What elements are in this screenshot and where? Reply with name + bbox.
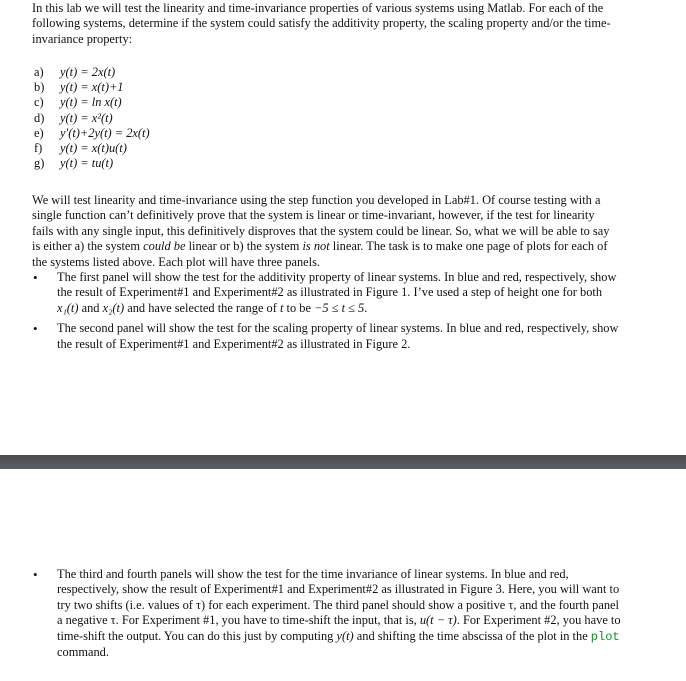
systems-list [34, 65, 334, 171]
bullet-list-1 [32, 270, 622, 352]
intro-paragraph: In this lab we will test the linearity and time-invariance properties of various systems using Matlab. For each of the following systems, determine if the system could satisfy the additivity property, the scaling property and/or the time-invariance property: [32, 1, 611, 46]
system-item: g) y(t) = tu(t) [34, 156, 114, 171]
system-item: a) y(t) = 2x(t) [34, 65, 116, 79]
bullet-item-additivity: • The first panel will show the test for the additivity property of linear systems. In blue and red, respectively, show the result of Experiment#1 and Experiment#2 as illustrated in Figure 1. I’ve used a step of height one for both x₁(t) and x₂(t) and have selected the range of t to be −5 ≤ t ≤ 5. [33, 270, 617, 315]
bullet-item-scaling: • The second panel will show the test for the scaling property of linear systems. In blue and red, respectively, show the result of Experiment#1 and Experiment#2 as illustrated in Figure 2. [33, 321, 619, 351]
page-break-divider [0, 455, 686, 469]
bullet-list-2 [32, 567, 622, 660]
bullet-icon: • [33, 321, 38, 337]
bullet-icon: • [33, 270, 38, 285]
bullet-icon: • [33, 567, 38, 582]
system-item: d) y(t) = x²(t) [34, 110, 113, 125]
system-item: e) y′(t)+2y(t) = 2x(t) [34, 125, 150, 140]
system-item: c) y(t) = ln x(t) [34, 95, 122, 110]
system-item: b) y(t) = x(t)+1 [34, 80, 124, 95]
document-page-2 [0, 469, 686, 681]
system-item: f) y(t) = x(t)u(t) [34, 140, 127, 155]
code-plot: plot [590, 629, 620, 644]
bullet-item-time-invariance: • The third and fourth panels will show the test for the time invariance of linear systems. In blue and red, respectively, show the result of Experiment#1 and Experiment#2 as illustrated in Figure 3. Here, you will want to try two shifts (i.e. values of τ) for each experiment. The third panel should show a positive τ, and the fourth panel a negative τ. For Experiment #1, you have to time-shift the input, that is, u(t − τ). For Experiment #2, you have to time-shift the output. You can do this just by computing y(t) and shifting the time abscissa of the plot in the plot command. [33, 567, 621, 660]
linearity-paragraph: We will test linearity and time-invariance using the step function you developed in Lab#1. Of course testing with a single function can’t definitively prove that the system is linear or time-invariant, however, if the test for linearity fails with any single input, this definitively disproves that the system could be linear. So, what we will be able to say is either a) the system could be linear or b) the system is not linear. The task is to make one page of plots for each of the systems listed above. Each plot will have three panels. [32, 193, 610, 269]
